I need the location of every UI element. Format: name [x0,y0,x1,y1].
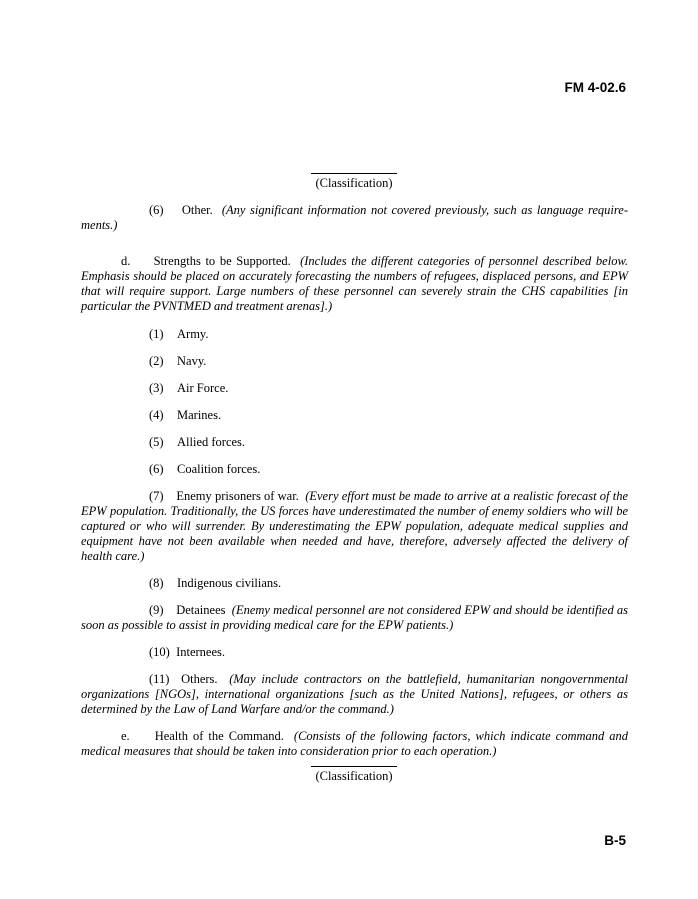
paragraph-8-civilians: (8) Indigenous civilians. [149,576,282,590]
paragraph-d-strengths: d. Strengths to be Supported. (Includes the different categories of personnel described below. Emphasis should be placed on accurately forecasting the numbers of refugees, displaced persons, and EPW that will require support. Large numbers of these personnel can severely strain the CHS capabilities [in particular the PVNTMED and treatment arenas].) [81,254,628,313]
paragraph-7-epw: (7) Enemy prisoners of war. (Every effort must be made to arrive at a realistic forecast of the EPW population. Traditionally, the US forces have underestimated the number of enemy soldiers who will be captured or who will surrender. By underestimating the EPW population, adequate medical supplies and equipment have not been available when needed and have, therefore, adversely affected the delivery of health care.) [81,489,629,563]
list-item: (3) Air Force. [149,381,229,395]
strength-list [81,327,628,477]
classification-label: (Classification) [315,769,393,783]
classification-top [0,173,698,191]
page-number: B-5 [604,833,626,848]
paragraph-9-detainees: (9) Detainees (Enemy medical personnel are not considered EPW and should be identified as soon as possible to assist in providing medical care for the EPW patients.) [81,603,628,632]
paragraph-6-other: (6) Other. (Any significant information not covered previously, such as language require-ments.) [81,203,628,232]
paragraph-11-others: (11) Others. (May include contractors on the battlefield, humanitarian nongovernmental organizations [NGOs], international organizations [such as the United Nations], refugees, or others as determined by the Law of Land Warfare and/or the command.) [81,672,629,716]
document-id: FM 4-02.6 [564,80,626,95]
list-item: (5) Allied forces. [149,435,246,449]
paragraph-e-health: e. Health of the Command. (Consists of the following factors, which indicate command and medical measures that should be taken into consideration prior to each operation.) [81,729,628,758]
classification-label: (Classification) [315,176,393,190]
paragraph-10-internees: (10) Internees. [149,645,226,659]
list-item: (1) Army. [149,327,209,341]
document-body [81,203,628,759]
classification-bottom [0,766,698,784]
list-item: (6) Coalition forces. [149,462,261,476]
list-item: (2) Navy. [149,354,207,368]
classification-rule [311,766,397,767]
classification-rule [311,173,397,174]
list-item: (4) Marines. [149,408,222,422]
